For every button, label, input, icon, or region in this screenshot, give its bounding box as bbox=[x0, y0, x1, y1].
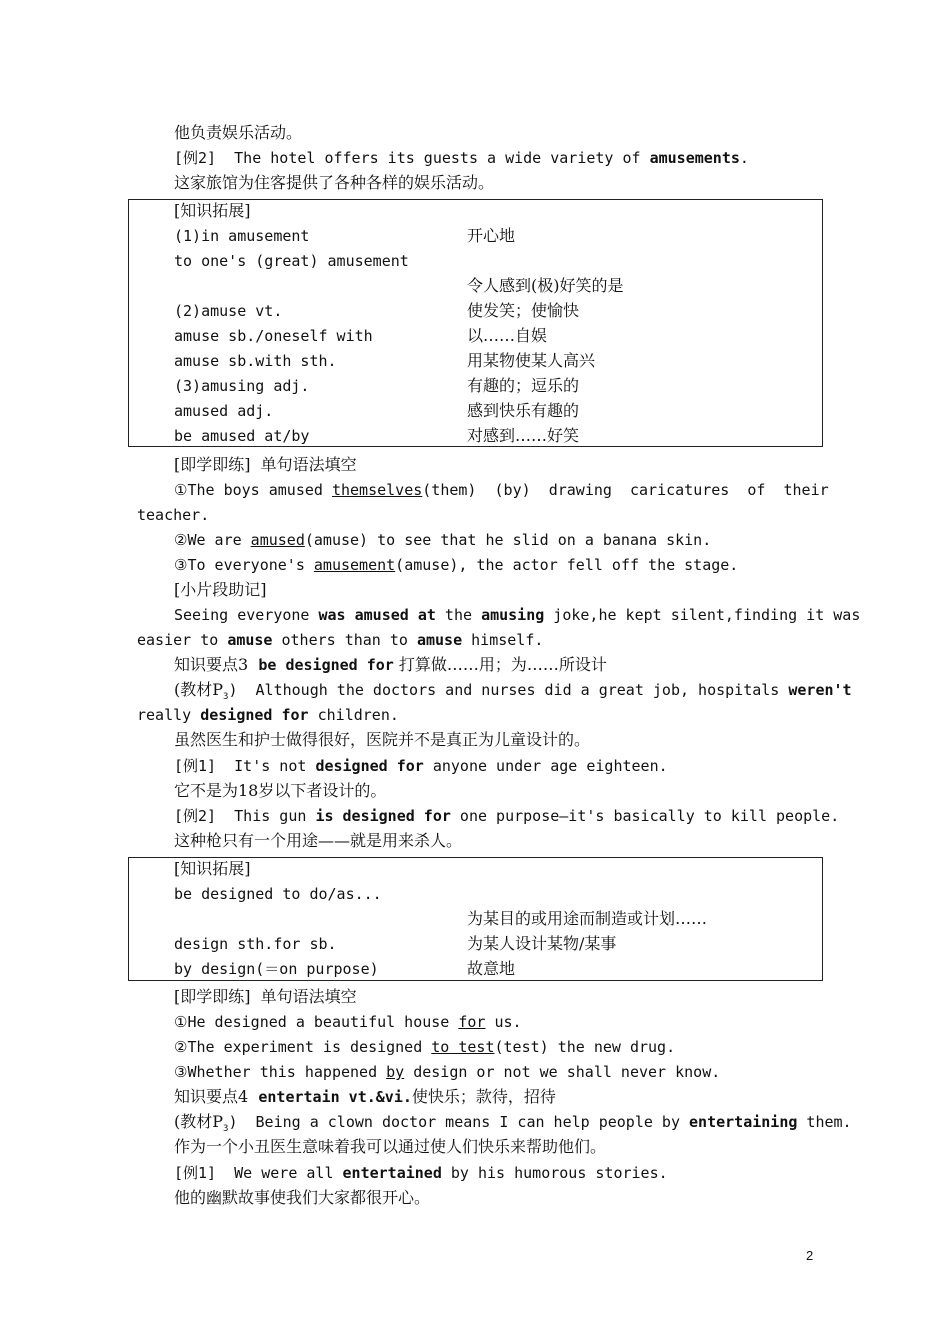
translation-line: 这种枪只有一个用途——就是用来杀人。 bbox=[174, 831, 463, 850]
textbook-line: really designed for children. bbox=[137, 706, 399, 724]
exercise-item: ②The experiment is designed to test(test) the new drug. bbox=[174, 1038, 676, 1056]
translation-line: 作为一个小丑医生意味着我可以通过使人们快乐来帮助他们。 bbox=[174, 1137, 607, 1156]
box-title: [知识拓展] bbox=[174, 201, 251, 220]
translation-line: 虽然医生和护士做得很好，医院并不是真正为儿童设计的。 bbox=[174, 730, 591, 749]
box-meaning: 感到快乐有趣的 bbox=[467, 401, 580, 420]
exercise-item: ②We are amused(amuse) to see that he slid on a banana skin. bbox=[174, 531, 712, 549]
exercise-heading: [即学即练] 单句语法填空 bbox=[174, 455, 357, 474]
box-meaning: 用某物使某人高兴 bbox=[467, 351, 596, 370]
box-title: [知识拓展] bbox=[174, 859, 251, 878]
example-line: [例2] The hotel offers its guests a wide variety of amusements. bbox=[174, 149, 749, 167]
exercise-item-cont: teacher. bbox=[137, 506, 210, 524]
knowledge-point-heading: 知识要点3 be designed for 打算做……用；为……所设计 bbox=[174, 655, 607, 674]
page-number: 2 bbox=[806, 1248, 814, 1263]
exercise-item: ③To everyone's amusement(amuse), the actor fell off the stage. bbox=[174, 556, 739, 574]
box-meaning: 以……自娱 bbox=[467, 326, 548, 345]
box-item: be designed to do/as... bbox=[174, 885, 382, 903]
box-meaning: 有趣的；逗乐的 bbox=[467, 376, 580, 395]
textbook-line: (教材$P_3$) Although the doctors and nurses did a great job, hospitals weren't bbox=[174, 680, 852, 702]
box-meaning: 为某人设计某物/某事 bbox=[467, 934, 617, 953]
memory-heading: [小片段助记] bbox=[174, 580, 267, 599]
box-meaning: 使发笑；使愉快 bbox=[467, 301, 580, 320]
box-item: to one's (great) amusement bbox=[174, 252, 409, 270]
box-item: design sth.for sb. bbox=[174, 935, 337, 953]
box-meaning: 对感到……好笑 bbox=[467, 426, 580, 445]
example-line: [例1] We were all entertained by his humorous stories. bbox=[174, 1164, 668, 1182]
box-item: amused adj. bbox=[174, 402, 274, 420]
translation-line: 他的幽默故事使我们大家都很开心。 bbox=[174, 1188, 431, 1207]
box-meaning: 故意地 bbox=[467, 959, 516, 978]
memory-line: easier to amuse others than to amuse himself. bbox=[137, 631, 544, 649]
exercise-heading: [即学即练] 单句语法填空 bbox=[174, 987, 357, 1006]
text-line: 他负责娱乐活动。 bbox=[174, 123, 303, 142]
box-item: amuse sb./oneself with bbox=[174, 327, 373, 345]
box-item: be amused at/by bbox=[174, 427, 310, 445]
exercise-item: ③Whether this happened by design or not we shall never know. bbox=[174, 1063, 721, 1081]
translation-line: 这家旅馆为住客提供了各种各样的娱乐活动。 bbox=[174, 173, 495, 192]
knowledge-point-heading: 知识要点4 entertain vt.&vi.使快乐；款待，招待 bbox=[174, 1087, 556, 1106]
box-meaning: 为某目的或用途而制造或计划…… bbox=[467, 909, 708, 928]
example-line: [例2] This gun is designed for one purpose—it's basically to kill people. bbox=[174, 807, 840, 825]
box-item: (1)in amusement bbox=[174, 227, 310, 245]
box-item: amuse sb.with sth. bbox=[174, 352, 337, 370]
translation-line: 它不是为18岁以下者设计的。 bbox=[174, 781, 387, 800]
box-item: by design(＝on purpose) bbox=[174, 960, 379, 978]
box-item: (3)amusing adj. bbox=[174, 377, 310, 395]
box-meaning: 令人感到(极)好笑的是 bbox=[467, 276, 624, 295]
example-line: [例1] It's not designed for anyone under age eighteen. bbox=[174, 757, 668, 775]
box-meaning: 开心地 bbox=[467, 226, 516, 245]
exercise-item: ①The boys amused themselves(them) (by) drawing caricatures of their bbox=[174, 481, 829, 499]
box-item: (2)amuse vt. bbox=[174, 302, 283, 320]
textbook-line: (教材$P_3$) Being a clown doctor means I can help people by entertaining them. bbox=[174, 1112, 852, 1134]
exercise-item: ①He designed a beautiful house for us. bbox=[174, 1013, 522, 1031]
memory-line: Seeing everyone was amused at the amusing joke,he kept silent,finding it was bbox=[174, 606, 861, 624]
